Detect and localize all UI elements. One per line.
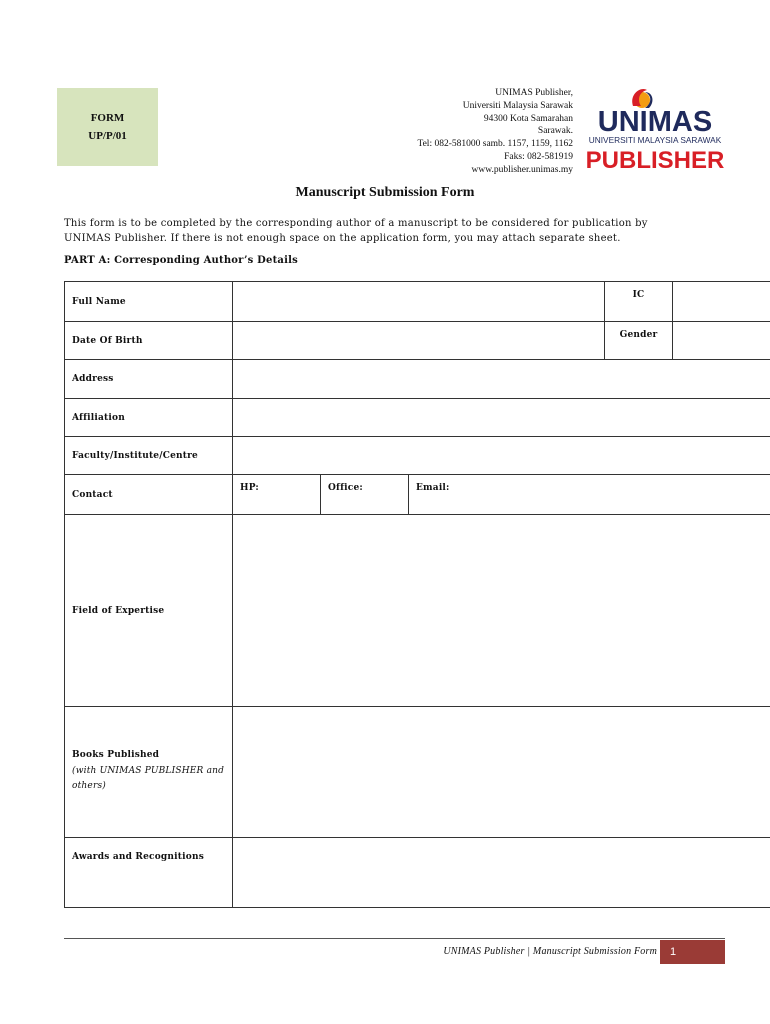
address-phone: Tel: 082-581000 samb. 1157, 1159, 1162 — [417, 139, 573, 150]
awards-label: Awards and Recognitions — [65, 838, 233, 908]
unimas-publisher-logo — [585, 86, 725, 172]
affiliation-field[interactable] — [233, 399, 770, 437]
gender-field[interactable] — [673, 322, 770, 360]
office-field[interactable]: Office: — [321, 475, 409, 515]
contact-label: Contact — [65, 475, 233, 515]
ic-field[interactable] — [673, 282, 770, 322]
books-published-field[interactable] — [233, 707, 770, 838]
form-code-box — [57, 88, 158, 166]
address-line: Universiti Malaysia Sarawak — [462, 100, 573, 111]
publisher-address — [360, 87, 573, 177]
dob-label: Date Of Birth — [65, 322, 233, 360]
page-number-badge: 1 — [660, 940, 725, 964]
field-of-expertise-label: Field of Expertise — [65, 515, 233, 707]
form-title: Manuscript Submission Form — [295, 185, 475, 200]
intro-text — [64, 216, 704, 246]
books-published-label — [65, 707, 233, 838]
logo-word-publisher: PUBLISHER — [585, 147, 725, 172]
address-website: www.publisher.unimas.my — [471, 164, 573, 175]
intro-line: UNIMAS Publisher. If there is not enough space on the application form, you may attach separate sheet. — [64, 233, 621, 244]
faculty-field[interactable] — [233, 437, 770, 475]
form-code-line2: UP/P/01 — [88, 130, 127, 142]
address-line: UNIMAS Publisher, — [495, 88, 573, 98]
full-name-field[interactable] — [233, 282, 605, 322]
email-field[interactable]: Email: — [409, 475, 770, 515]
footer-divider — [64, 938, 725, 939]
ic-label: IC — [605, 282, 673, 322]
intro-line: This form is to be completed by the corresponding author of a manuscript to be considered for publication by — [64, 218, 648, 229]
address-line: Sarawak. — [537, 126, 573, 137]
author-details-table — [64, 281, 770, 908]
form-code-line1: FORM — [90, 112, 125, 124]
address-line: 94300 Kota Samarahan — [483, 113, 573, 124]
address-label: Address — [65, 360, 233, 399]
awards-field[interactable] — [233, 838, 770, 908]
books-published-title: Books Published — [72, 750, 160, 760]
footer-text: UNIMAS Publisher | Manuscript Submission Form — [443, 946, 657, 957]
faculty-label: Faculty/Institute/Centre — [65, 437, 233, 475]
books-published-note: (with UNIMAS PUBLISHER and others) — [72, 766, 225, 791]
hp-field[interactable]: HP: — [233, 475, 321, 515]
address-field[interactable] — [233, 360, 770, 399]
part-a-heading: PART A: Corresponding Author’s Details — [64, 255, 298, 266]
dob-field[interactable] — [233, 322, 605, 360]
field-of-expertise-field[interactable] — [233, 515, 770, 707]
gender-label: Gender — [605, 322, 673, 360]
full-name-label: Full Name — [65, 282, 233, 322]
affiliation-label: Affiliation — [65, 399, 233, 437]
address-fax: Faks: 082-581919 — [504, 151, 573, 162]
logo-tagline: UNIVERSITI MALAYSIA SARAWAK — [588, 135, 722, 145]
logo-word-unimas: UNIMAS — [597, 106, 713, 138]
